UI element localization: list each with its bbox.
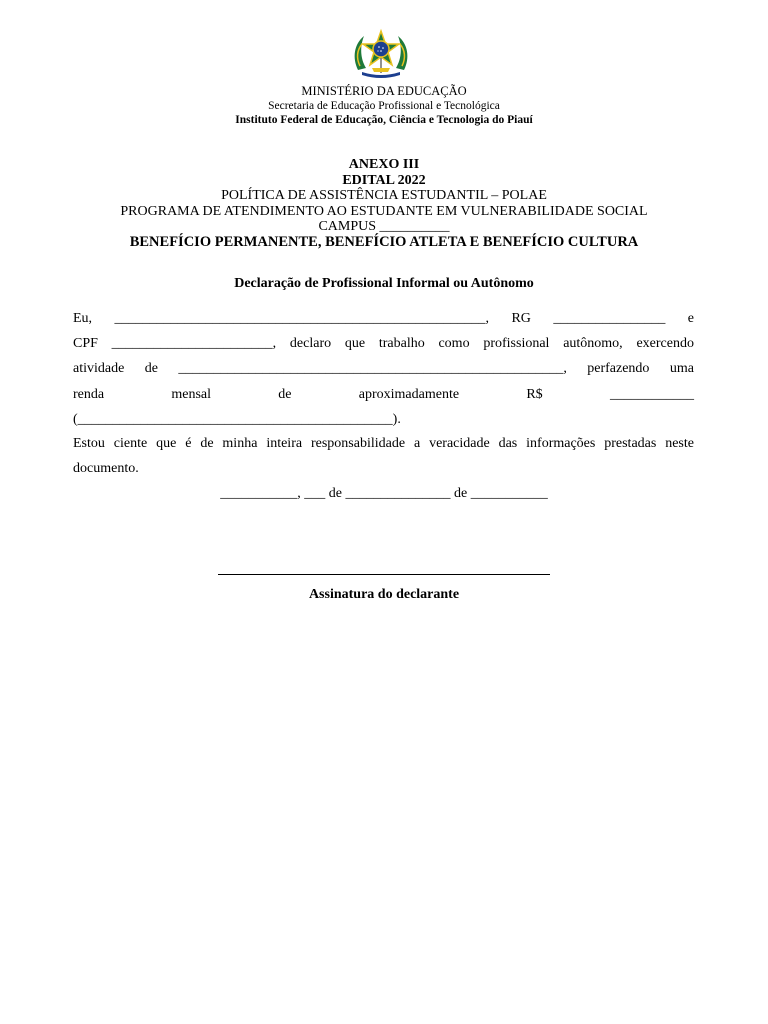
declaration-line-5: (_____________________________________________). — [73, 412, 401, 427]
declaration-title: Declaração de Profissional Informal ou Autônomo — [234, 276, 534, 291]
politica-title: POLÍTICA DE ASSISTÊNCIA ESTUDANTIL – POLAE — [221, 188, 547, 203]
programa-title: PROGRAMA DE ATENDIMENTO AO ESTUDANTE EM VULNERABILIDADE SOCIAL — [120, 203, 648, 219]
date-line: ___________, ___ de _______________ de ___________ — [220, 486, 548, 501]
declaration-line-2: CPF _______________________, declaro que trabalho como profissional autônomo, exercendo — [73, 336, 694, 351]
signature-label: Assinatura do declarante — [308, 587, 460, 602]
signature-line — [218, 574, 550, 575]
document-titles — [0, 157, 768, 250]
declaration-line-3: atividade de _______________________________________________________, perfazendo uma — [73, 361, 694, 376]
declaration-line-1: Eu, _____________________________________________________, RG ________________ e — [73, 311, 694, 326]
edital-title: EDITAL 2022 — [342, 172, 426, 188]
brazil-coat-of-arms-icon — [350, 28, 412, 78]
ministry-heading: MINISTÉRIO DA EDUCAÇÃO — [301, 84, 467, 98]
beneficio-title: BENEFÍCIO PERMANENTE, BENEFÍCIO ATLETA E BENEFÍCIO CULTURA — [129, 233, 639, 250]
anexo-title: ANEXO III — [348, 157, 420, 172]
secretaria-heading: Secretaria de Educação Profissional e Tecnológica — [268, 100, 500, 112]
declaration-line-4: renda mensal de aproximadamente R$ ____________ — [73, 387, 694, 402]
campus-title: CAMPUS __________ — [318, 219, 450, 234]
instituto-heading: Instituto Federal de Educação, Ciência e Tecnologia do Piauí — [235, 114, 533, 126]
declaration-line-6: Estou ciente que é de minha inteira responsabilidade a veracidade das informações prestadas neste — [73, 436, 694, 451]
declaration-line-7: documento. — [73, 461, 139, 476]
